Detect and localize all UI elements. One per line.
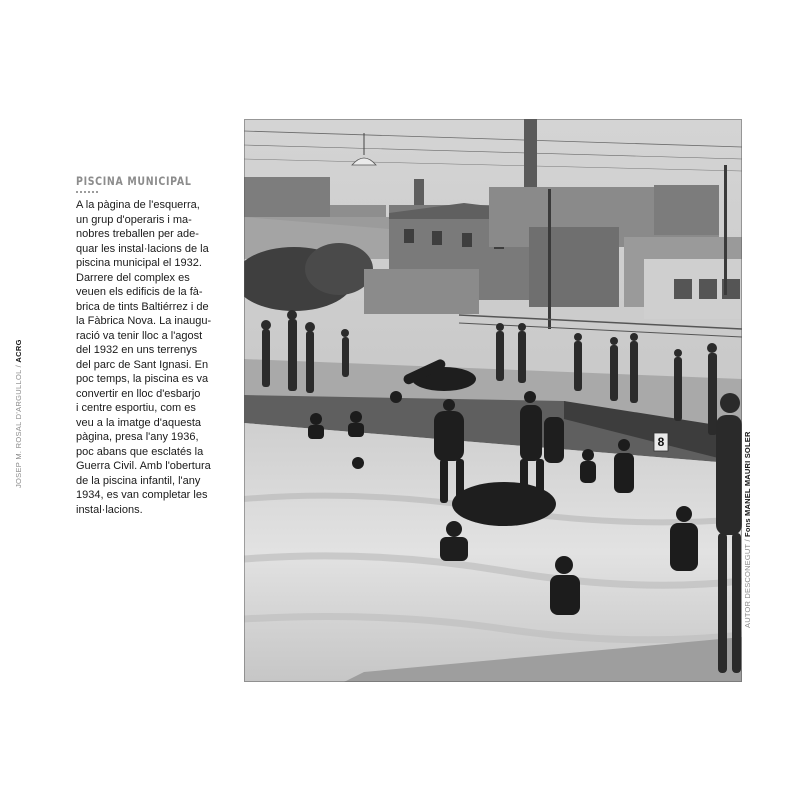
caption-line: del 1932 en uns terrenys	[76, 344, 198, 356]
photo-author: AUTOR DESCONEGUT	[743, 543, 752, 628]
caption-line: brica de tints Baltiérrez i de	[76, 300, 209, 313]
caption-line: veu a la imatge d'aquesta	[76, 416, 202, 429]
photo-credit-separator: /	[743, 536, 752, 544]
caption-line: veuen els edificis de la fà-	[76, 286, 203, 298]
caption-line: nobres treballen per ade-	[76, 228, 199, 240]
caption-line: ració va tenir lloc a l'agost	[76, 329, 203, 342]
caption-line: piscina municipal el 1932.	[76, 257, 202, 269]
photo-caption	[76, 174, 218, 517]
caption-line: la Fàbrica Nova. La inaugu-	[76, 315, 212, 327]
caption-line: de la piscina infantil, l'any	[76, 474, 201, 487]
caption-line: pàgina, presa l'any 1936,	[76, 431, 199, 443]
pool-lane-number: 8	[657, 435, 665, 449]
caption-line: Guerra Civil. Amb l'obertura	[76, 460, 211, 472]
caption-line: un grup d'operaris i ma-	[76, 213, 192, 226]
caption-line: A la pàgina de l'esquerra,	[76, 199, 200, 211]
caption-title: PISCINA MUNICIPAL	[76, 174, 192, 188]
credit-archive: ACRG	[14, 339, 23, 363]
photo-fons: Fons MANEL MAURI SOLER	[743, 431, 752, 537]
caption-line: i centre esportiu, com es	[76, 402, 196, 414]
caption-line: poc temps, la piscina es va	[76, 373, 209, 385]
right-photo-credit	[743, 431, 752, 628]
caption-body	[76, 198, 218, 517]
caption-line: convertir en lloc d'esbarjo	[76, 387, 201, 400]
historic-pool-photograph	[244, 119, 742, 682]
credit-separator: /	[14, 362, 23, 370]
caption-line: poc abans que esclatés la	[76, 445, 204, 458]
caption-line: Darrere del complex es	[76, 271, 190, 284]
caption-line: del parc de Sant Ignasi. En	[76, 358, 209, 371]
caption-dotted-rule	[76, 191, 98, 193]
caption-line: quar les instal·lacions de la	[76, 242, 209, 255]
caption-line: 1934, es van completar les	[76, 489, 208, 501]
caption-line: instal·lacions.	[76, 503, 143, 516]
credit-author: JOSEP M. ROSAL D'ARGULLOL	[14, 369, 23, 488]
left-photo-credit	[14, 339, 23, 488]
